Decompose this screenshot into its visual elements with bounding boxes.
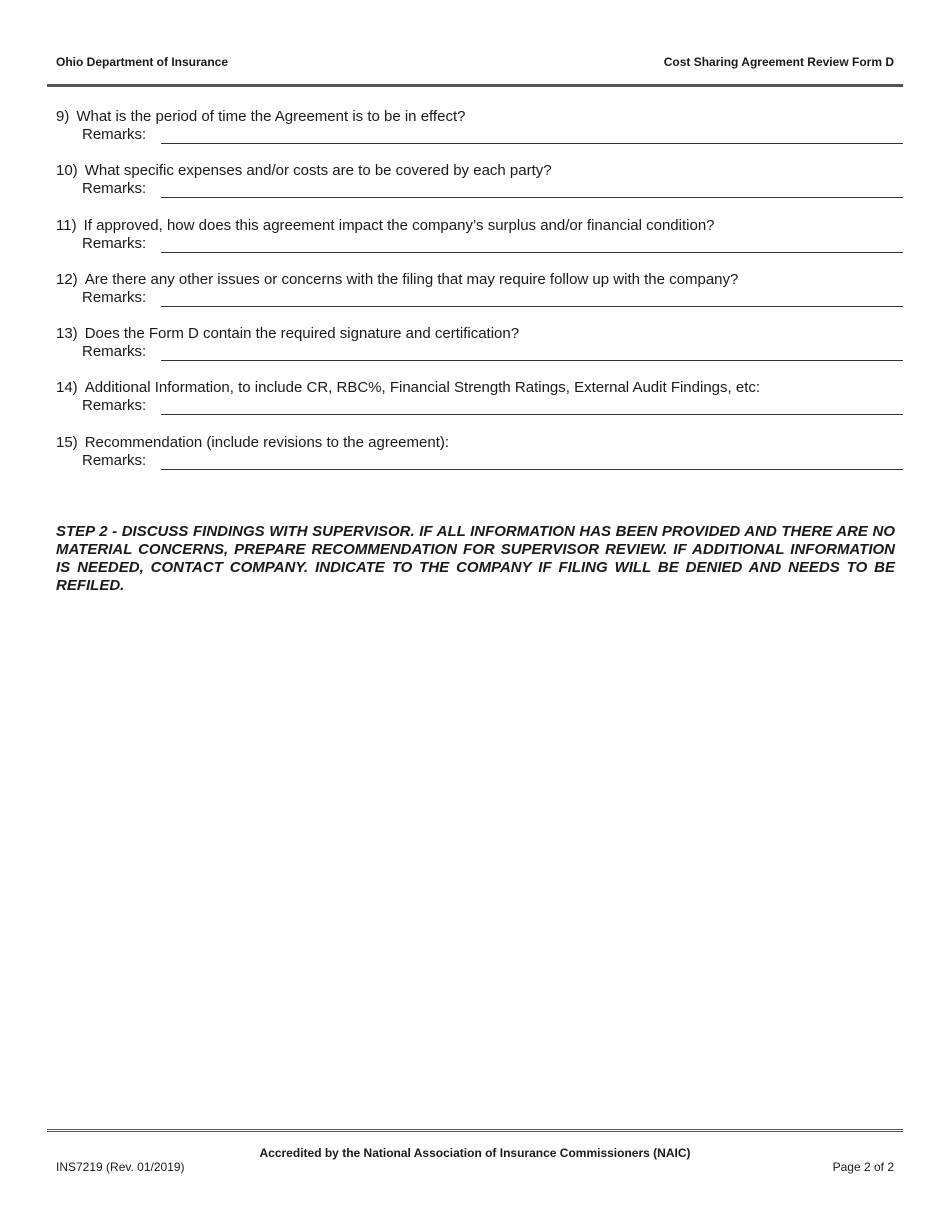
question-item: [56, 162, 903, 216]
remarks-row[interactable]: [56, 180, 903, 198]
question-label: What specific expenses and/or costs are to be covered by each party?: [84, 162, 552, 180]
question-label: Does the Form D contain the required signature and certification?: [84, 325, 520, 343]
form-number: INS7219 (Rev. 01/2019): [56, 1160, 185, 1174]
remarks-field[interactable]: [161, 414, 903, 415]
remarks-label: Remarks:: [82, 126, 147, 143]
question-label: What is the period of time the Agreement is to be in effect?: [76, 108, 466, 125]
remarks-field[interactable]: [161, 143, 903, 144]
question-item: [56, 379, 903, 433]
question-number: 13): [56, 325, 78, 343]
question-label: Recommendation (include revisions to the agreement):: [84, 433, 450, 451]
remarks-row[interactable]: [56, 235, 903, 253]
question-text: [56, 217, 903, 235]
remarks-label: Remarks:: [82, 180, 147, 198]
remarks-row[interactable]: [56, 126, 903, 144]
remarks-field[interactable]: [161, 306, 903, 307]
question-number: 14): [56, 379, 78, 397]
accreditation-note: Accredited by the National Association of Insurance Commissioners (NAIC): [259, 1146, 691, 1160]
remarks-field[interactable]: [161, 360, 903, 361]
remarks-row[interactable]: [56, 289, 903, 307]
question-number: 10): [56, 162, 78, 180]
question-number: 9): [56, 108, 70, 125]
question-text: [56, 325, 903, 343]
question-text: [56, 434, 903, 452]
remarks-label: Remarks:: [82, 288, 147, 306]
question-item: [56, 108, 903, 162]
question-number: 12): [56, 270, 78, 288]
question-item: [56, 325, 903, 379]
question-item: [56, 217, 903, 271]
remarks-row[interactable]: [56, 452, 903, 470]
question-label: If approved, how does this agreement impact the company’s surplus and/or financial condition?: [83, 216, 715, 234]
question-label: Are there any other issues or concerns with the filing that may require follow up with the company?: [84, 270, 739, 288]
remarks-row[interactable]: [56, 397, 903, 415]
remarks-field[interactable]: [161, 197, 903, 198]
question-text: [56, 379, 903, 397]
question-text: [56, 108, 903, 126]
remarks-label: Remarks:: [82, 397, 147, 415]
question-text: [56, 271, 903, 289]
footer-divider: [47, 1129, 903, 1133]
remarks-field[interactable]: [161, 469, 903, 470]
department-name: Ohio Department of Insurance: [56, 55, 229, 69]
question-item: [56, 434, 903, 488]
remarks-label: Remarks:: [82, 343, 147, 361]
question-number: 15): [56, 433, 78, 451]
remarks-row[interactable]: [56, 343, 903, 361]
question-number: 11): [56, 216, 77, 234]
question-text: [56, 162, 903, 180]
question-label: Additional Information, to include CR, RBC%, Financial Strength Ratings, External Audit Findings, etc:: [84, 379, 761, 397]
remarks-label: Remarks:: [82, 234, 147, 252]
form-title: Cost Sharing Agreement Review Form D: [663, 55, 894, 69]
question-list: [56, 108, 903, 488]
page-number: Page 2 of 2: [832, 1160, 894, 1174]
remarks-label: Remarks:: [82, 451, 147, 469]
step-2-instructions: STEP 2 - DISCUSS FINDINGS WITH SUPERVISOR. IF ALL INFORMATION HAS BEEN PROVIDED AND THERE ARE NO MATERIAL CONCERNS, PREPARE RECOMMENDATION FOR SUPERVISOR REVIEW. IF ADDITIONAL INFORMATION IS NEEDED, CONTACT COMPANY. INDICATE TO THE COMPANY IF FILING WILL BE DENIED AND NEEDS TO BE REFILED.: [56, 523, 895, 594]
remarks-field[interactable]: [161, 252, 903, 253]
header-divider: [47, 84, 903, 87]
question-item: [56, 271, 903, 325]
